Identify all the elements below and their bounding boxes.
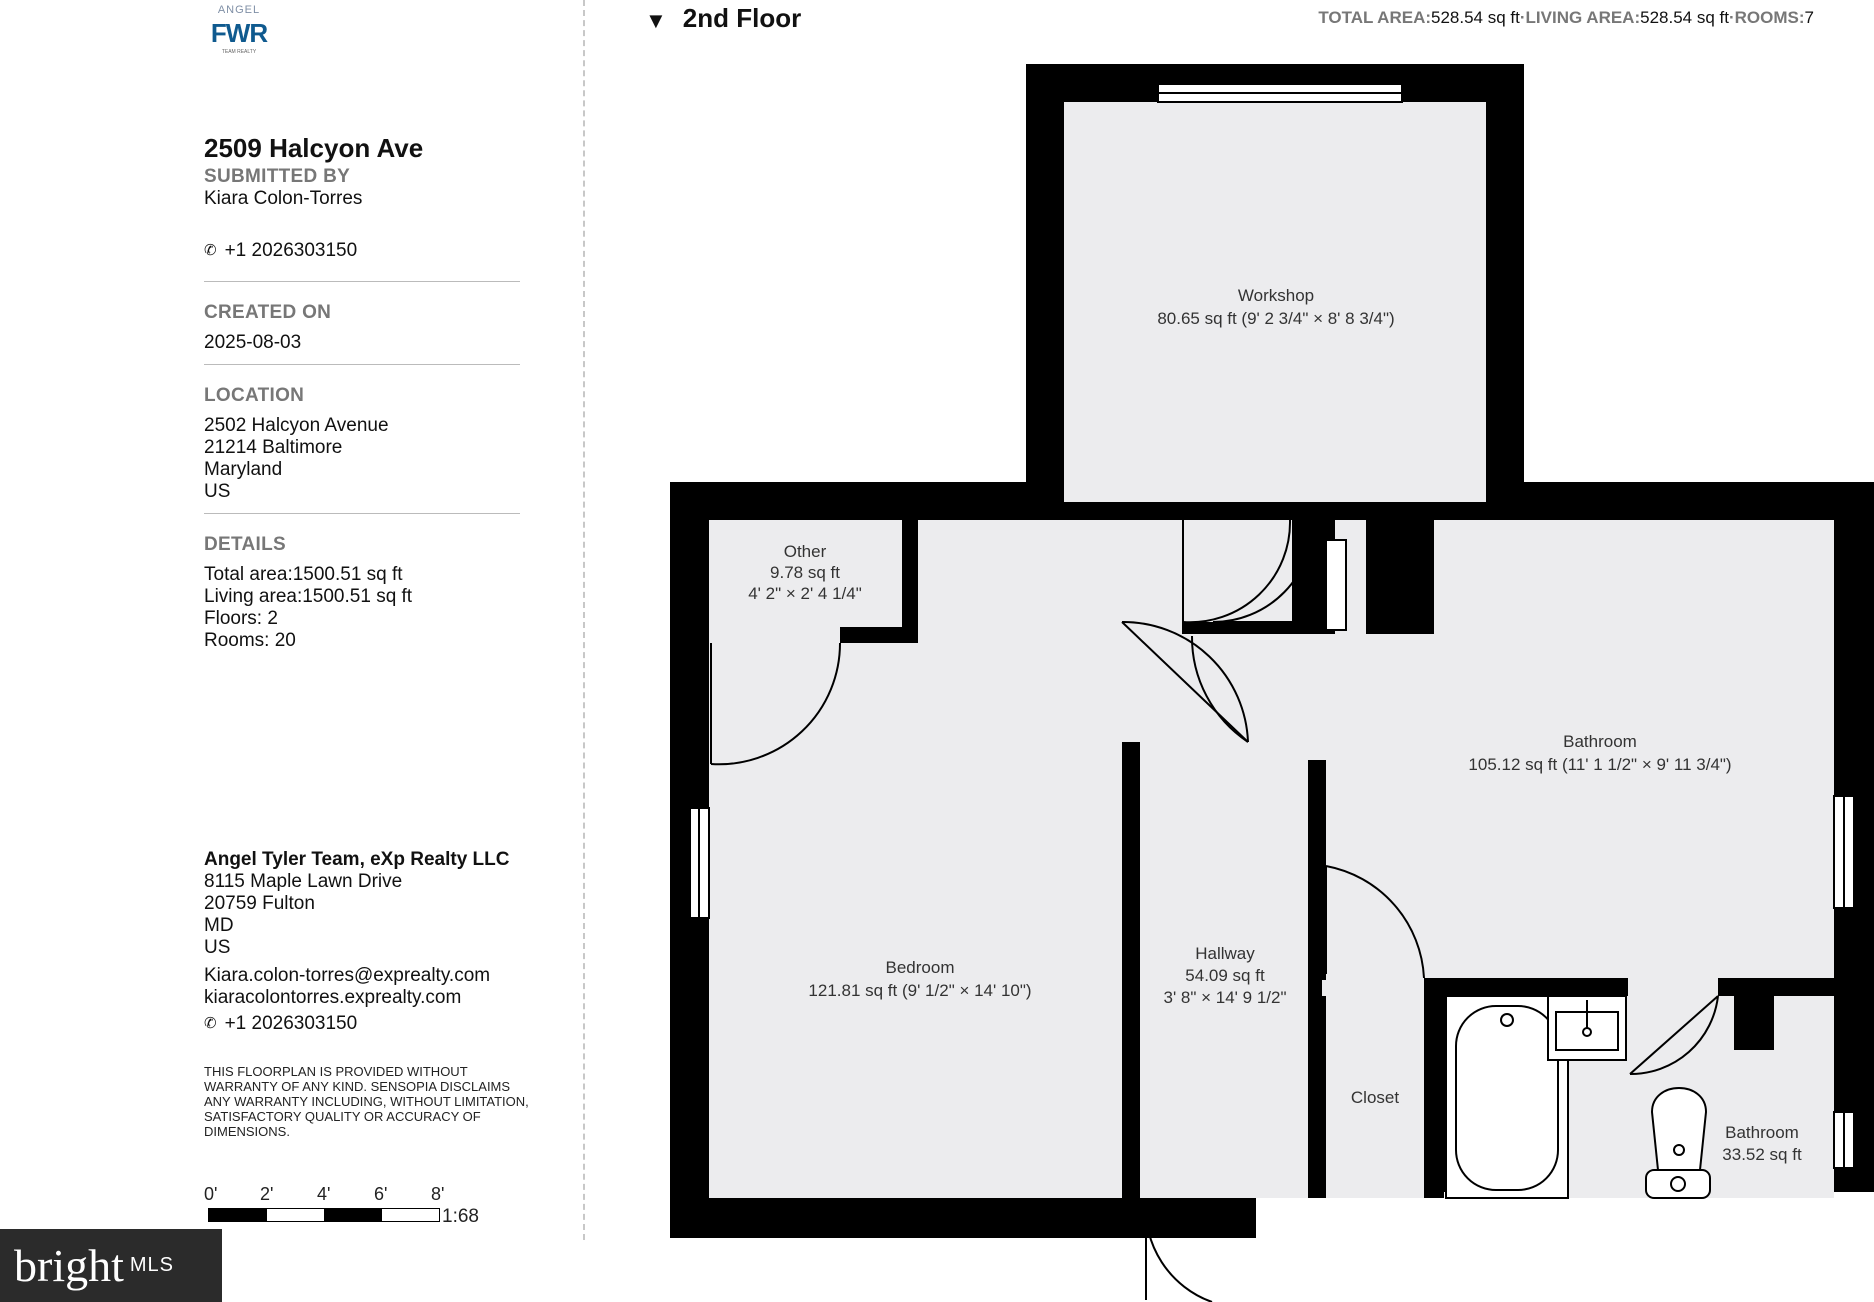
caret-down-icon[interactable]: ▼	[645, 8, 667, 33]
location-line: US	[204, 481, 231, 502]
phone-icon: ✆	[204, 242, 217, 259]
other-wall	[840, 627, 918, 643]
fireplace	[1326, 540, 1346, 630]
scale-tick: 8'	[431, 1184, 445, 1204]
living-area-label: LIVING AREA:	[1525, 8, 1641, 27]
details-floors: Floors: 2	[204, 608, 278, 629]
scale-tick: 0'	[204, 1184, 218, 1204]
submitter-name: Kiara Colon-Torres	[204, 188, 363, 209]
scale-tick: 2'	[260, 1184, 274, 1204]
location-line: Maryland	[204, 459, 283, 480]
agency-email[interactable]: Kiara.colon-torres@exprealty.com	[204, 965, 491, 986]
room-dims: 4' 2" × 2' 4 1/4"	[748, 584, 862, 603]
room-area: 54.09 sq ft	[1185, 966, 1265, 985]
disclaimer-text: THIS FLOORPLAN IS PROVIDED WITHOUT WARRANTY OF ANY KIND. SENSOPIA DISCLAIMS ANY WARRANTY INCLUDING, WITHOUT LIMITATION, SATISFACTORY QUALITY OR ACCURACY OF DIMENSIONS.	[204, 1064, 529, 1139]
room-name: Hallway	[1195, 944, 1255, 963]
hallway-wall-right	[1308, 760, 1326, 980]
bathtub-basin	[1456, 1006, 1558, 1190]
agency-name: Angel Tyler Team, eXp Realty LLC	[204, 849, 510, 870]
stats-separator: ·	[1519, 8, 1526, 27]
total-area-label: TOTAL AREA:	[1318, 8, 1432, 27]
agency-website[interactable]: kiaracolontorres.exprealty.com	[204, 987, 462, 1008]
location-label: LOCATION	[204, 385, 305, 406]
room-name: Workshop	[1237, 286, 1315, 305]
details-living: Living area:1500.51 sq ft	[204, 586, 413, 607]
rooms-value: 7	[1804, 8, 1814, 27]
room-name: Bathroom	[1563, 732, 1637, 751]
floor-title: 2nd Floor	[682, 2, 802, 33]
bath-top-wall	[1424, 978, 1628, 996]
agency-address-line: 20759 Fulton	[204, 893, 315, 914]
scale-tick: 4'	[317, 1184, 331, 1204]
created-date: 2025-08-03	[204, 332, 302, 353]
room-floors	[709, 102, 1834, 1198]
phone-icon: ✆	[204, 1015, 217, 1032]
chimney-block	[1366, 520, 1434, 634]
agency-address-line: 8115 Maple Lawn Drive	[204, 871, 403, 892]
bath-corner-wall	[1734, 978, 1774, 1050]
details-total: Total area:1500.51 sq ft	[204, 564, 403, 585]
logo-top-text: ANGEL	[217, 4, 261, 16]
room-area: 105.12 sq ft (11' 1 1/2" × 9' 11 3/4")	[1468, 755, 1732, 774]
room-name: Closet	[1350, 1088, 1400, 1107]
agency-phone[interactable]: +1 2026303150	[224, 1013, 358, 1034]
room-area: 33.52 sq ft	[1722, 1145, 1802, 1164]
logo-subtext: TEAM REALTY	[221, 49, 257, 55]
submitted-label: SUBMITTED BY	[204, 166, 351, 187]
room-name: Bedroom	[885, 958, 955, 977]
agency-address-line: US	[204, 937, 231, 958]
mls-wordmark: MLS	[129, 1254, 175, 1276]
stats-separator: ·	[1728, 8, 1735, 27]
scale-tick: 6'	[374, 1184, 388, 1204]
created-label: CREATED ON	[204, 302, 332, 323]
room-dims: 3' 8" × 14' 9 1/2"	[1163, 988, 1287, 1007]
living-area-value: 528.54 sq ft	[1640, 8, 1729, 27]
agency-address-line: MD	[204, 915, 234, 936]
closet-floor	[1326, 760, 1424, 1198]
details-rooms: Rooms: 20	[204, 630, 296, 651]
closet-wall	[1424, 978, 1444, 1198]
hallway-wall-left	[1122, 742, 1140, 1198]
property-title: 2509 Halcyon Ave	[204, 133, 424, 163]
toilet-bowl	[1652, 1088, 1706, 1170]
room-name: Bathroom	[1725, 1123, 1799, 1142]
bright-wordmark: bright	[14, 1240, 124, 1291]
location-line: 2502 Halcyon Avenue	[204, 415, 389, 436]
location-line: 21214 Baltimore	[204, 437, 343, 458]
submitter-phone[interactable]: +1 2026303150	[224, 240, 358, 261]
rooms-label: ROOMS:	[1734, 8, 1805, 27]
details-label: DETAILS	[204, 534, 286, 555]
room-area: 80.65 sq ft (9' 2 3/4" × 8' 8 3/4")	[1157, 309, 1395, 328]
room-area: 9.78 sq ft	[770, 563, 840, 582]
room-area: 121.81 sq ft (9' 1/2" × 14' 10")	[808, 981, 1032, 1000]
other-wall	[902, 520, 918, 627]
scale-ratio: 1:68	[442, 1206, 479, 1227]
total-area-value: 528.54 sq ft	[1431, 8, 1520, 27]
hallway-wall-right	[1308, 996, 1326, 1198]
logo-mark: FWR	[210, 18, 268, 48]
room-name: Other	[783, 542, 827, 561]
